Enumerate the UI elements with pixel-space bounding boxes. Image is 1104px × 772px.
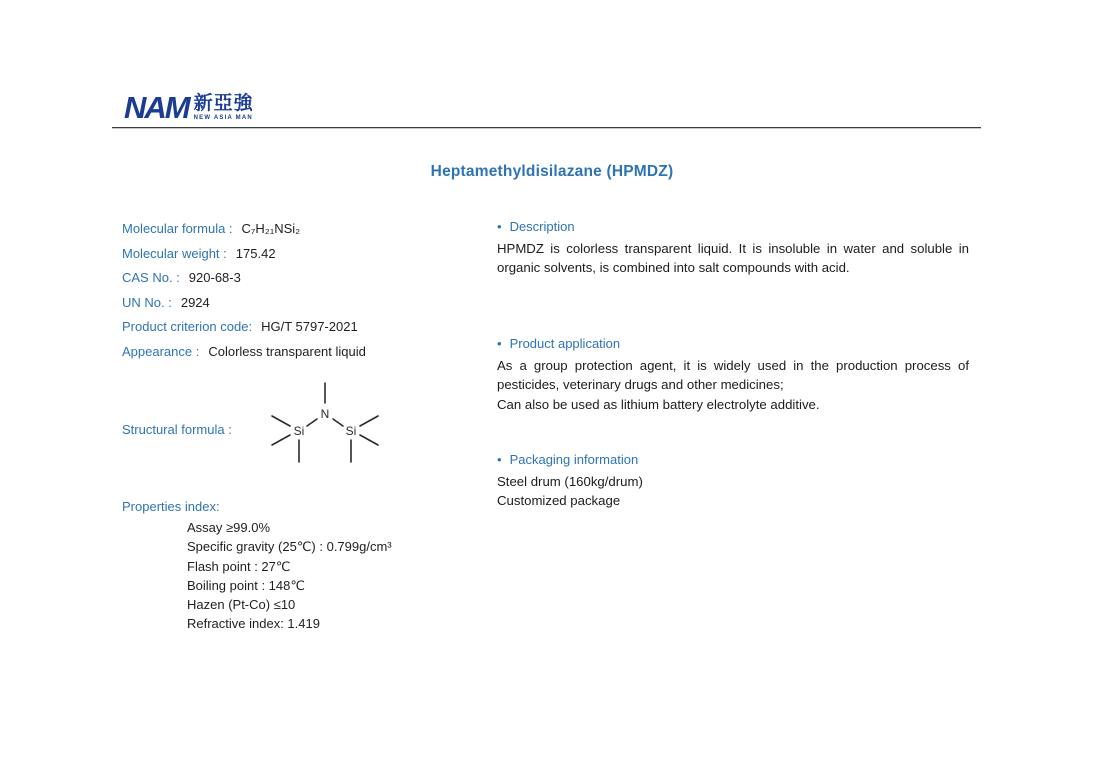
- section-heading-label: Description: [509, 219, 575, 234]
- atom-si-left-label: Si: [293, 424, 305, 438]
- field-row-cas-no: [122, 270, 494, 286]
- field-label: CAS No. :: [122, 270, 180, 285]
- property-item-hazen: Hazen (Pt-Co) ≤10: [187, 597, 296, 613]
- header-divider: [112, 127, 981, 129]
- bullet-icon: •: [497, 336, 502, 351]
- atom-si-right-label: Si: [345, 424, 357, 438]
- properties-index-header: Properties index:: [122, 499, 220, 514]
- description-text: HPMDZ is colorless transparent liquid. It is insoluble in water and soluble in organic solvents, is combined into salt compounds with acid.: [497, 240, 969, 275]
- product-application-section: [497, 336, 969, 414]
- field-label: Product criterion code:: [122, 319, 253, 334]
- bond-n-si-left: [307, 419, 317, 426]
- page-title: Heptamethyldisilazane (HPMDZ): [430, 163, 674, 180]
- field-row-molecular-formula: [122, 221, 494, 237]
- property-item-refractive-index: Refractive index: 1.419: [187, 616, 320, 632]
- property-item-boiling-point: Boiling point : 148℃: [187, 577, 305, 593]
- packaging-line: Customized package: [497, 493, 621, 508]
- field-value: 175.42: [235, 245, 276, 261]
- bullet-icon: •: [497, 219, 502, 234]
- field-value: HG/T 5797-2021: [261, 319, 358, 334]
- bond-si-right-upper: [360, 416, 378, 426]
- field-row-criterion-code: [122, 319, 494, 335]
- field-value: Colorless transparent liquid: [208, 343, 366, 359]
- logo-chinese-name: 新亞強: [193, 93, 254, 114]
- section-heading-label: Product application: [509, 336, 621, 351]
- properties-list: [122, 518, 502, 634]
- logo-english-name: NEW ASIA MAN: [193, 115, 253, 121]
- field-value: 920-68-3: [188, 270, 241, 285]
- field-value: 2924: [180, 294, 210, 310]
- description-heading: [497, 219, 969, 235]
- section-heading-label: Packaging information: [509, 452, 639, 467]
- application-paragraph: Can also be used as lithium battery electrolyte additive.: [497, 396, 820, 412]
- packaging-information-heading: [497, 452, 969, 468]
- bullet-icon: •: [497, 452, 502, 467]
- bond-si-right-lower: [360, 435, 378, 445]
- bond-si-left-lower: [272, 435, 290, 445]
- packaging-information-section: [497, 452, 969, 511]
- property-item-specific-gravity: Specific gravity (25℃) : 0.799g/cm³: [187, 539, 392, 555]
- field-label: Appearance :: [122, 343, 200, 359]
- field-row-molecular-weight: [122, 246, 494, 262]
- application-paragraph: As a group protection agent, it is widely used in the production process of pesticides, veterinary drugs and other medicines;: [497, 357, 969, 392]
- atom-n-label: N: [320, 407, 330, 421]
- field-row-appearance: [122, 344, 494, 360]
- logo-nam-icon: NAM: [124, 90, 189, 125]
- field-label: UN No. :: [122, 294, 172, 310]
- properties-index-section: [122, 499, 502, 634]
- packaging-line: Steel drum (160kg/drum): [497, 473, 643, 489]
- structural-formula-diagram: [264, 372, 392, 472]
- product-application-heading: [497, 336, 969, 352]
- description-section: [497, 219, 969, 278]
- company-logo: [124, 92, 254, 124]
- product-application-body: [497, 356, 969, 415]
- structural-formula-label: Structural formula :: [122, 422, 232, 437]
- description-body: [497, 239, 969, 278]
- property-item-assay: Assay ≥99.0%: [187, 520, 271, 535]
- packaging-information-body: [497, 472, 969, 511]
- product-fields: [122, 221, 494, 368]
- field-row-un-no: [122, 295, 494, 311]
- field-label: Molecular weight :: [122, 245, 227, 261]
- logo-text-block: [194, 92, 254, 122]
- property-item-flash-point: Flash point : 27℃: [187, 558, 291, 574]
- field-label: Molecular formula :: [122, 221, 233, 236]
- field-value: C₇H₂₁NSi₂: [241, 221, 301, 236]
- bond-si-left-upper: [272, 416, 290, 426]
- bond-n-si-right: [333, 419, 343, 426]
